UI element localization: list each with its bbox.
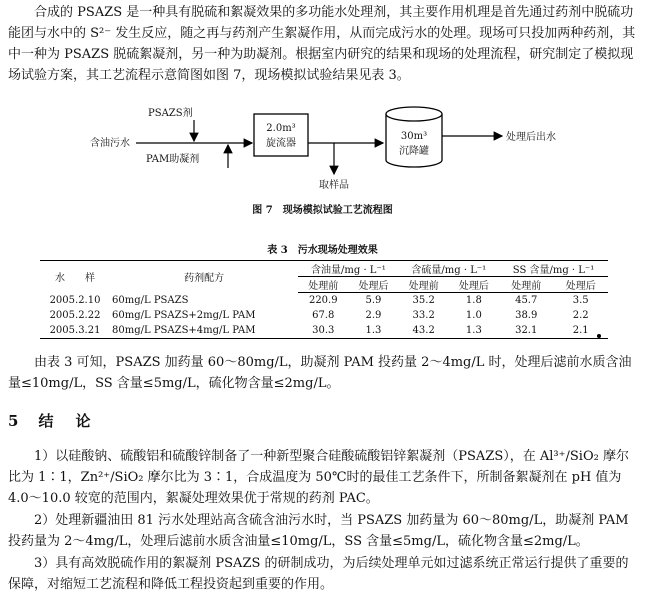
section-heading [8, 410, 92, 431]
cell-date: 2005.3.21 [40, 323, 110, 339]
group-oil-header: 含油量/mg · L⁻¹ [298, 261, 398, 277]
cell-formula: 80mg/L PSAZS+4mg/L PAM [110, 323, 298, 339]
output-label: 处理后出水 [506, 132, 556, 143]
conclusion-3: 3）具有高效脱硫作用的絮凝剂 PSAZS 的研制成功，为后续处理单元如过滤系统正常运行提供了重要的保障，对缩短工艺流程和降低工程投资起到重要的作用。 [8, 556, 629, 592]
table-row [40, 308, 608, 323]
input-label: 含油污水 [90, 138, 130, 149]
cell-sulfide-before: 33.2 [412, 310, 435, 321]
cyclone-name: 旋流器 [266, 138, 296, 149]
group-ss-header: SS 含量/mg · L⁻¹ [499, 261, 608, 277]
cell-ss-before: 45.7 [515, 295, 538, 306]
cell-oil-before: 30.3 [298, 323, 348, 339]
sub-header-after: 处理后 [348, 277, 398, 293]
cell-date: 2005.2.22 [49, 310, 101, 321]
conclusion-2: 2）处理新疆油田 81 污水处理站高含硫含油污水时，当 PSAZS 加药量为 60～80mg/L，助凝剂 PAM 投药量为 2～4mg/L，处理后滤前水质含油量≤10mg/L，SS 含量≤5mg/L，硫化物含量≤2mg/L。 [8, 513, 629, 549]
cell-oil-before: 67.8 [312, 310, 335, 321]
sub-header-after: 处理后 [553, 277, 608, 293]
psazs-label: PSAZS剂 [148, 108, 193, 119]
cell-ss-after: 3.5 [572, 295, 589, 306]
group-sulfide-header: 含硫量/mg · L⁻¹ [399, 261, 499, 277]
print-speck [597, 334, 601, 338]
intro-paragraph: 合成的 PSAZS 是一种具有脱硫和絮凝效果的多功能水处理剂，其主要作用机理是首先通过药剂中脱硫功能团与水中的 S²⁻ 发生反应，随之再与药剂产生絮凝作用，从而完成污水的处理。现场可只投加两种药剂，其中一种为 PSAZS 脱硫絮凝剂，另一种为助凝剂。根据室内研究的结果和现场的处理流程，研究制定了模拟现场试验方案，其工艺流程示意简图如图 7，现场模拟试验结果见表 3。 [8, 5, 636, 83]
conclusion-1: 1）以硅酸钠、硫酸铝和硫酸锌制备了一种新型聚合硅酸硫酸铝锌絮凝剂（PSAZS），在 Al³⁺/SiO₂ 摩尔比为 1∶1，Zn²⁺/SiO₂ 摩尔比为 3∶1，合成温度为 50℃时的最佳工艺条件下，所制备絮凝剂在 pH 值为 4.0～10.0 较宽的范围内，絮凝处理效果优于常规的药剂 PAC。 [8, 449, 629, 506]
sub-header-before: 处理前 [399, 277, 449, 293]
table-row [40, 293, 608, 309]
settling-tank-top [386, 107, 442, 121]
section-number: 5 [8, 412, 21, 430]
process-flow-diagram [0, 92, 645, 202]
cell-sulfide-before: 35.2 [412, 295, 435, 306]
figure-caption: 图 7 现场模拟试验工艺流程图 [252, 205, 393, 216]
cell-sulfide-before: 43.2 [399, 323, 449, 339]
tank-name: 沉降罐 [399, 146, 429, 157]
cell-ss-before: 38.9 [515, 310, 538, 321]
section-title-char: 论 [75, 412, 93, 430]
cell-ss-after: 2.1 [553, 323, 608, 339]
cell-formula: 60mg/L PSAZS+2mg/L PAM [112, 310, 256, 321]
sample-label: 取样品 [319, 180, 349, 191]
cell-oil-after: 2.9 [365, 310, 382, 321]
cell-formula: 60mg/L PSAZS [112, 294, 189, 306]
after-table-paragraph: 由表 3 可知，PSAZS 加药量 60～80mg/L，助凝剂 PAM 投药量 2～4mg/L 时，处理后滤前水质含油量≤10mg/L，SS 含量≤5mg/L，硫化物含量≤2mg/L。 [8, 355, 632, 391]
pam-label: PAM助凝剂 [146, 154, 200, 165]
cell-sulfide-after: 1.8 [465, 295, 482, 306]
section-title-char: 结 [38, 412, 56, 430]
sub-header-before: 处理前 [499, 277, 553, 293]
table-caption: 表 3 污水现场处理效果 [267, 245, 378, 256]
col-sample-header: 水 样 [40, 261, 110, 293]
col-formula-header: 药剂配方 [110, 261, 298, 293]
cell-ss-before: 32.1 [499, 323, 553, 339]
cell-oil-after: 5.9 [365, 295, 382, 306]
cell-oil-after: 1.3 [348, 323, 398, 339]
table-row [40, 323, 608, 339]
sub-header-before: 处理前 [298, 277, 348, 293]
tank-volume: 30m³ [400, 131, 428, 142]
cell-sulfide-after: 1.3 [449, 323, 499, 339]
cell-oil-before: 220.9 [308, 295, 338, 306]
sub-header-after: 处理后 [449, 277, 499, 293]
results-table [40, 260, 608, 339]
cell-ss-after: 2.2 [572, 310, 589, 321]
cyclone-vessel [254, 114, 308, 156]
cell-date: 2005.2.10 [49, 294, 101, 306]
cell-sulfide-after: 1.0 [465, 310, 482, 321]
cyclone-volume: 2.0m³ [266, 123, 296, 134]
